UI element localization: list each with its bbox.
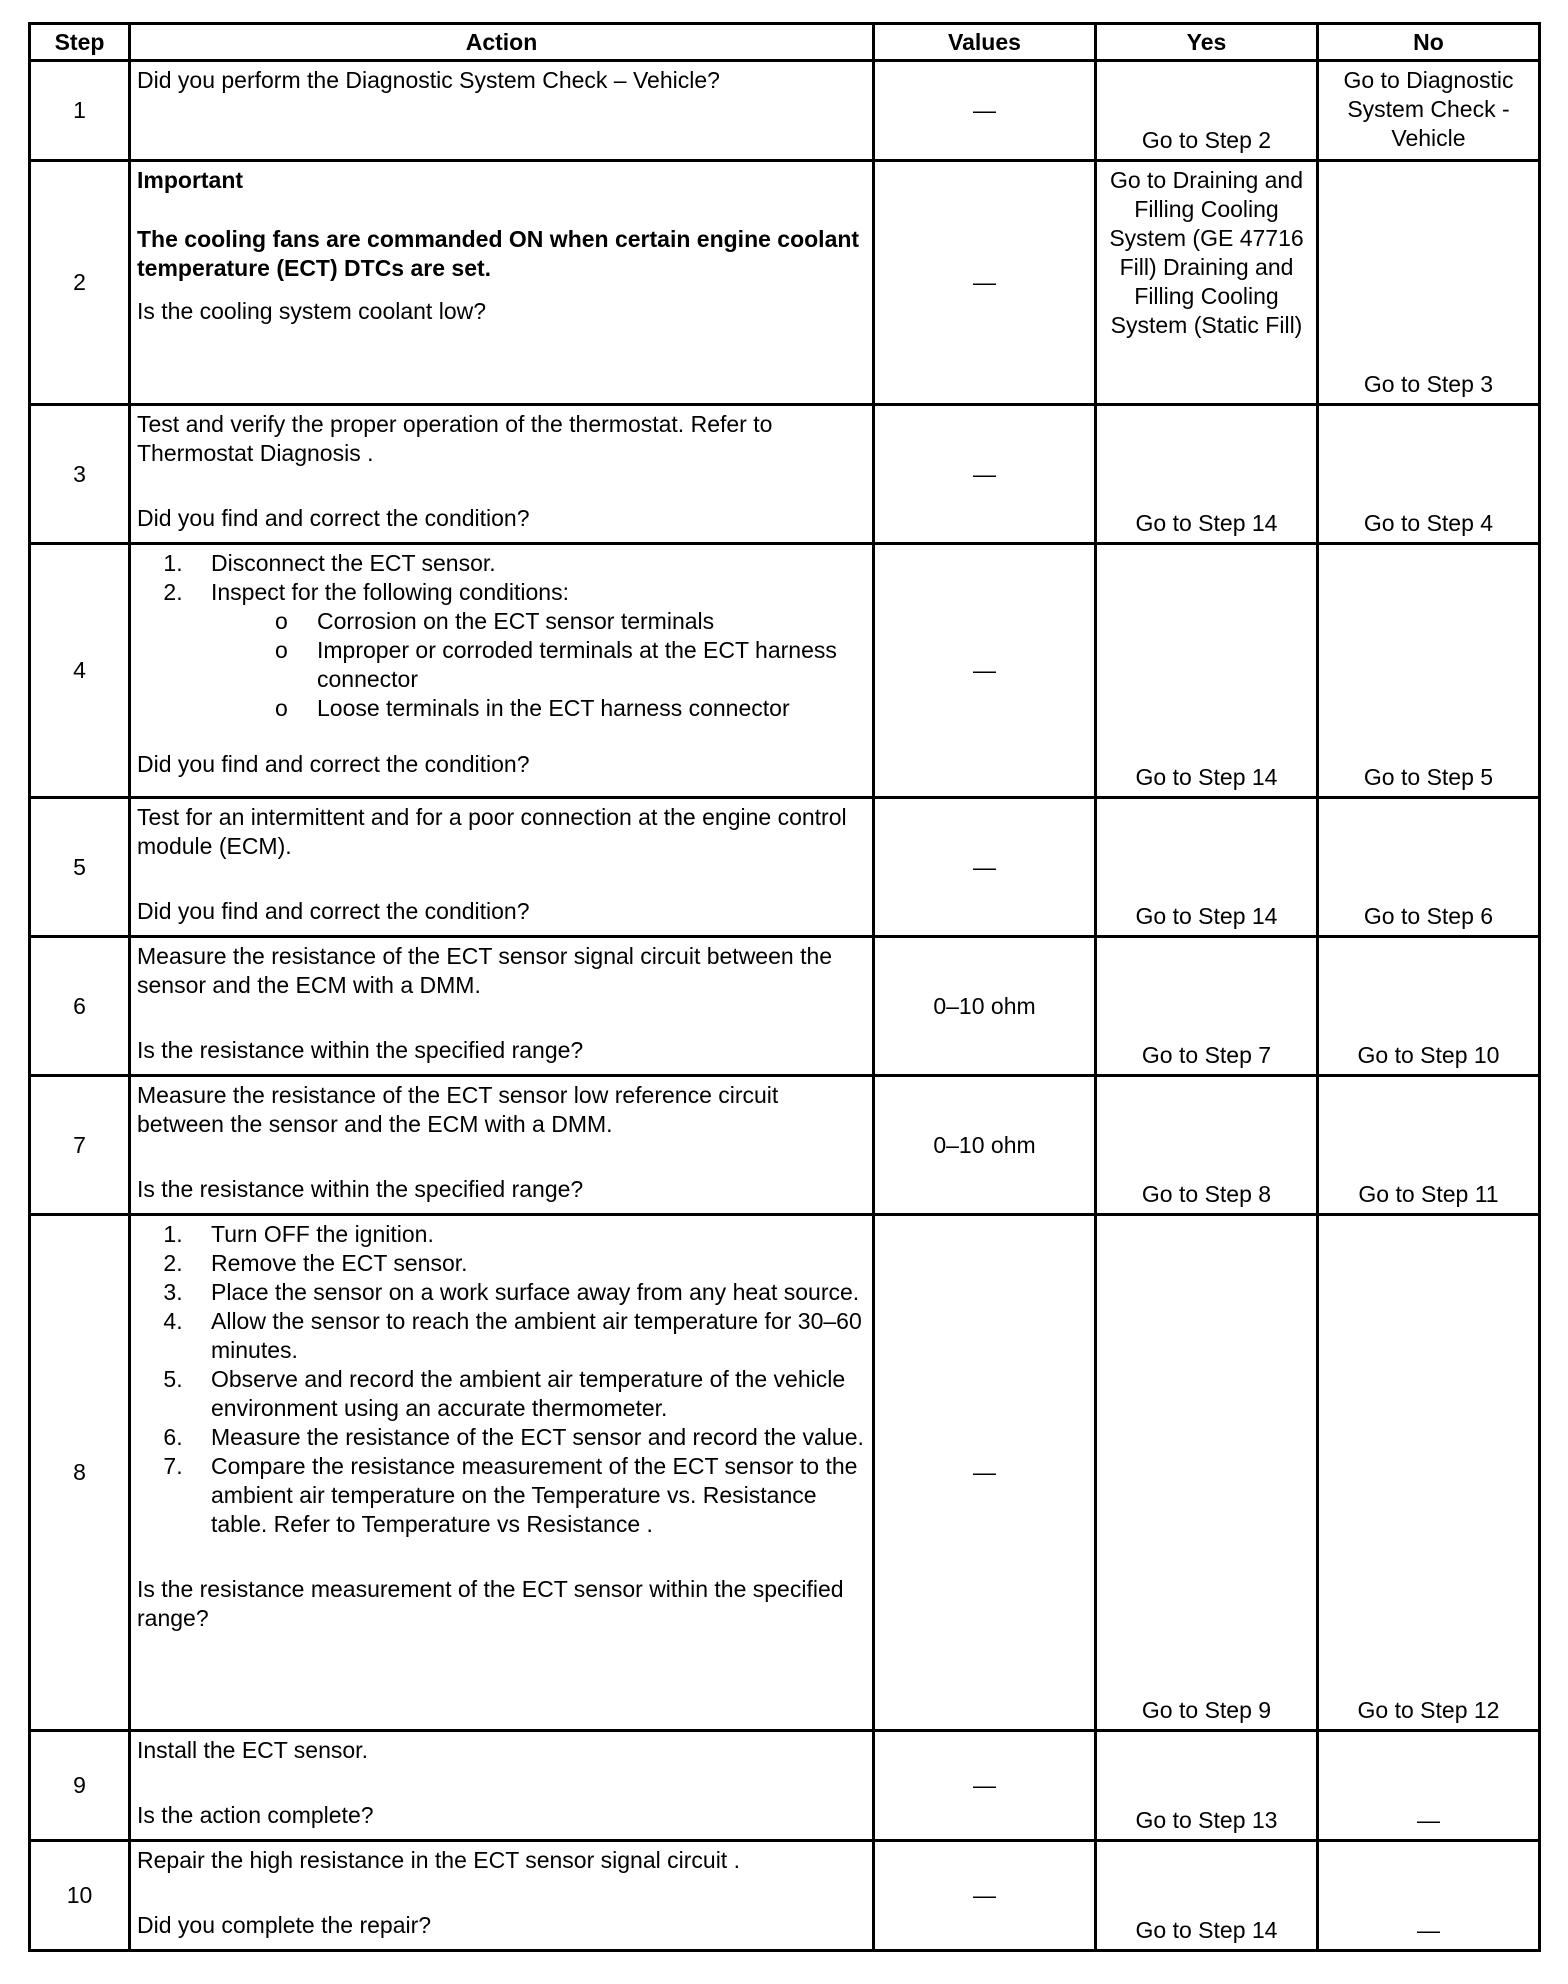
header-step: Step bbox=[30, 24, 130, 61]
sub-list-item: o Loose terminals in the ECT harness connector bbox=[275, 695, 790, 721]
action-cell bbox=[130, 1841, 874, 1951]
no-cell: — bbox=[1318, 1731, 1540, 1841]
list-item: 4. Allow the sensor to reach the ambient air temperature for 30–60 minutes. bbox=[189, 1307, 866, 1365]
step-number: 5 bbox=[30, 798, 130, 937]
yes-cell: Go to Step 7 bbox=[1096, 937, 1318, 1076]
values-cell: 0–10 ohm bbox=[874, 937, 1096, 1076]
table-row bbox=[30, 1841, 1540, 1951]
table-row bbox=[30, 544, 1540, 798]
table-row bbox=[30, 1731, 1540, 1841]
values-cell: — bbox=[874, 1841, 1096, 1951]
table-row bbox=[30, 161, 1540, 405]
header-yes: Yes bbox=[1096, 24, 1318, 61]
sub-list bbox=[211, 607, 866, 723]
step-number: 7 bbox=[30, 1076, 130, 1215]
action-question: Is the resistance measurement of the ECT sensor within the specified range? bbox=[137, 1576, 844, 1631]
table-row bbox=[30, 405, 1540, 544]
values-cell: — bbox=[874, 405, 1096, 544]
numbered-list bbox=[137, 1220, 866, 1539]
list-item: 6. Measure the resistance of the ECT sensor and record the value. bbox=[189, 1423, 866, 1452]
yes-cell: Go to Step 14 bbox=[1096, 798, 1318, 937]
values-cell: — bbox=[874, 1731, 1096, 1841]
diagnostic-table bbox=[28, 22, 1541, 1952]
values-cell: — bbox=[874, 61, 1096, 161]
no-cell: Go to Step 10 bbox=[1318, 937, 1540, 1076]
action-question: Is the action complete? bbox=[137, 1802, 374, 1828]
table-row bbox=[30, 1215, 1540, 1731]
step-number: 9 bbox=[30, 1731, 130, 1841]
list-item: 7. Compare the resistance measurement of the ECT sensor to the ambient air temperature on the Temperature vs. Resistance table. Refer to Temperature vs Resistance . bbox=[189, 1452, 866, 1539]
header-action: Action bbox=[130, 24, 874, 61]
action-text: Test for an intermittent and for a poor connection at the engine control module (ECM). bbox=[137, 804, 847, 859]
yes-cell: Go to Step 8 bbox=[1096, 1076, 1318, 1215]
important-note: The cooling fans are commanded ON when certain engine coolant temperature (ECT) DTCs are set. bbox=[137, 226, 860, 281]
action-question: Is the cooling system coolant low? bbox=[137, 298, 487, 324]
step-number: 10 bbox=[30, 1841, 130, 1951]
header-no: No bbox=[1318, 24, 1540, 61]
yes-cell: Go to Step 14 bbox=[1096, 405, 1318, 544]
list-item: 1. Disconnect the ECT sensor. bbox=[189, 549, 866, 578]
action-question: Did you complete the repair? bbox=[137, 1912, 432, 1938]
bullet-icon: o bbox=[275, 608, 288, 634]
bullet-icon: o bbox=[275, 637, 288, 663]
no-cell: Go to Step 6 bbox=[1318, 798, 1540, 937]
header-values: Values bbox=[874, 24, 1096, 61]
action-question: Is the resistance within the specified range? bbox=[137, 1176, 584, 1202]
no-cell: Go to Step 5 bbox=[1318, 544, 1540, 798]
action-text: Measure the resistance of the ECT sensor signal circuit between the sensor and the ECM with a DMM. bbox=[137, 943, 833, 998]
sub-list-item: o Corrosion on the ECT sensor terminals bbox=[275, 608, 715, 634]
values-cell: — bbox=[874, 1215, 1096, 1731]
action-question: Did you find and correct the condition? bbox=[137, 898, 530, 924]
numbered-list bbox=[137, 549, 866, 723]
table-row bbox=[30, 937, 1540, 1076]
action-cell bbox=[130, 405, 874, 544]
header-row bbox=[30, 24, 1540, 61]
table-row bbox=[30, 61, 1540, 161]
action-cell bbox=[130, 937, 874, 1076]
sub-list-item: o Improper or corroded terminals at the ECT harness connector bbox=[275, 637, 837, 692]
step-number: 2 bbox=[30, 161, 130, 405]
step-number: 8 bbox=[30, 1215, 130, 1731]
list-item: 2. Inspect for the following conditions: o Corrosion on the ECT sensor terminals o Improper or corroded terminals at the ECT harness connector o Loose terminals in the ECT harness connector bbox=[189, 578, 866, 723]
step-number: 4 bbox=[30, 544, 130, 798]
yes-cell: Go to Draining and Filling Cooling System (GE 47716 Fill) Draining and Filling Cooling System (Static Fill) bbox=[1096, 161, 1318, 405]
no-cell: Go to Step 11 bbox=[1318, 1076, 1540, 1215]
step-number: 6 bbox=[30, 937, 130, 1076]
action-text: Repair the high resistance in the ECT sensor signal circuit . bbox=[137, 1847, 740, 1873]
list-item: 5. Observe and record the ambient air temperature of the vehicle environment using an accurate thermometer. bbox=[189, 1365, 866, 1423]
action-cell bbox=[130, 1215, 874, 1731]
values-cell: 0–10 ohm bbox=[874, 1076, 1096, 1215]
action-text: Install the ECT sensor. bbox=[137, 1737, 368, 1763]
no-cell: Go to Step 3 bbox=[1318, 161, 1540, 405]
action-cell bbox=[130, 61, 874, 161]
no-cell: Go to Step 12 bbox=[1318, 1215, 1540, 1731]
no-cell: Go to Step 4 bbox=[1318, 405, 1540, 544]
action-question: Is the resistance within the specified range? bbox=[137, 1037, 584, 1063]
values-cell: — bbox=[874, 161, 1096, 405]
important-label: Important bbox=[137, 167, 244, 193]
yes-cell: Go to Step 14 bbox=[1096, 544, 1318, 798]
list-item: 3. Place the sensor on a work surface away from any heat source. bbox=[189, 1278, 866, 1307]
action-text: Test and verify the proper operation of the thermostat. Refer to Thermostat Diagnosis . bbox=[137, 411, 773, 466]
step-number: 1 bbox=[30, 61, 130, 161]
table-row bbox=[30, 798, 1540, 937]
action-cell bbox=[130, 1076, 874, 1215]
action-cell bbox=[130, 1731, 874, 1841]
table-row bbox=[30, 1076, 1540, 1215]
list-item: 1. Turn OFF the ignition. bbox=[189, 1220, 866, 1249]
yes-cell: Go to Step 14 bbox=[1096, 1841, 1318, 1951]
action-cell bbox=[130, 161, 874, 405]
values-cell: — bbox=[874, 544, 1096, 798]
no-cell: Go to Diagnostic System Check - Vehicle bbox=[1318, 61, 1540, 161]
no-cell: — bbox=[1318, 1841, 1540, 1951]
action-text: Did you perform the Diagnostic System Check – Vehicle? bbox=[137, 67, 720, 93]
list-item: 2. Remove the ECT sensor. bbox=[189, 1249, 866, 1278]
action-cell bbox=[130, 798, 874, 937]
action-question: Did you find and correct the condition? bbox=[137, 505, 530, 531]
action-text: Measure the resistance of the ECT sensor low reference circuit between the sensor and the ECM with a DMM. bbox=[137, 1082, 779, 1137]
yes-cell: Go to Step 9 bbox=[1096, 1215, 1318, 1731]
yes-cell: Go to Step 2 bbox=[1096, 61, 1318, 161]
action-question: Did you find and correct the condition? bbox=[137, 751, 530, 777]
yes-cell: Go to Step 13 bbox=[1096, 1731, 1318, 1841]
step-number: 3 bbox=[30, 405, 130, 544]
values-cell: — bbox=[874, 798, 1096, 937]
bullet-icon: o bbox=[275, 695, 288, 721]
action-cell bbox=[130, 544, 874, 798]
